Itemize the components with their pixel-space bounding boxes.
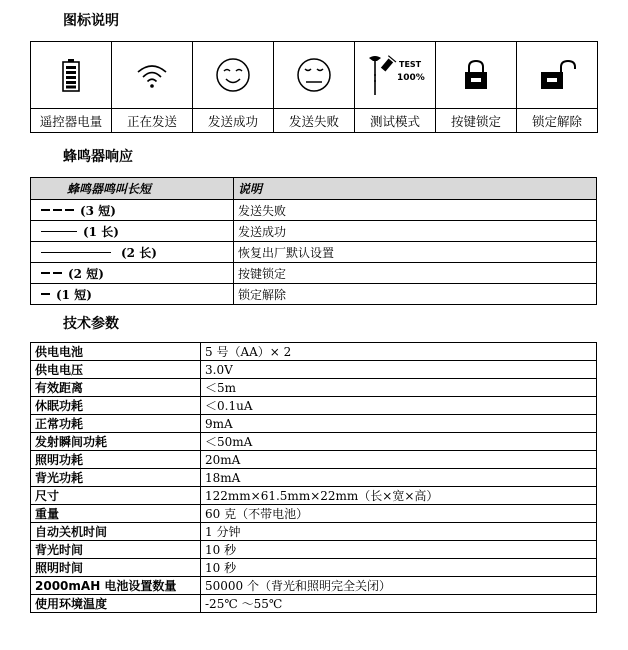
icon-cell-sending: [112, 42, 193, 132]
spec-name: 自动关机时间: [31, 523, 201, 541]
spec-name: 供电电池: [31, 343, 201, 361]
spec-name: 正常功耗: [31, 415, 201, 433]
beep-pattern-2-short: [35, 265, 229, 282]
pattern-description: 按键锁定: [234, 263, 597, 284]
battery-icon: [61, 58, 81, 92]
specs-table: [30, 342, 597, 613]
pattern-description: 恢复出厂默认设置: [234, 242, 597, 263]
table-row: [31, 200, 597, 221]
beep-pattern-2-long: [35, 244, 229, 261]
icon-label: 发送成功: [193, 108, 273, 132]
icon-cell-fail: [274, 42, 355, 132]
spec-name: 照明功耗: [31, 451, 201, 469]
spec-value: 20mA: [201, 451, 597, 469]
table-row: [31, 559, 597, 577]
table-row: [31, 415, 597, 433]
pattern-label: (3 短): [80, 203, 116, 218]
column-header: 说明: [234, 178, 597, 200]
pattern-label: (1 短): [56, 287, 92, 302]
table-row: [31, 242, 597, 263]
icon-label: 锁定解除: [517, 108, 597, 132]
spec-name: 2000mAH 电池设置数量: [31, 577, 201, 595]
table-row: [31, 595, 597, 613]
spec-value: ＜5m: [201, 379, 597, 397]
table-row: [31, 361, 597, 379]
table-row: [31, 577, 597, 595]
table-row: [31, 379, 597, 397]
icon-legend-table: [30, 41, 598, 133]
spec-value: 9mA: [201, 415, 597, 433]
lock-closed-icon: [461, 59, 491, 91]
pattern-label: (2 短): [68, 266, 104, 281]
table-row: [31, 451, 597, 469]
table-row: [31, 284, 597, 305]
spec-value: 3.0V: [201, 361, 597, 379]
table-row: [31, 541, 597, 559]
spec-name: 背光功耗: [31, 469, 201, 487]
spec-name: 背光时间: [31, 541, 201, 559]
table-row: [31, 397, 597, 415]
pattern-description: 锁定解除: [234, 284, 597, 305]
pattern-description: 发送成功: [234, 221, 597, 242]
column-header: 蜂鸣器鸣叫长短: [31, 178, 234, 200]
spec-value: 1 分钟: [201, 523, 597, 541]
table-row: [31, 263, 597, 284]
spec-value: 5 号（AA）× 2: [201, 343, 597, 361]
test-value: 100%: [397, 73, 425, 83]
icons-heading: 图标说明: [63, 13, 119, 29]
icon-cell-test: [355, 42, 436, 132]
icon-label: 测试模式: [355, 108, 435, 132]
icon-label: 按键锁定: [436, 108, 516, 132]
spec-name: 使用环境温度: [31, 595, 201, 613]
table-row: [31, 469, 597, 487]
beep-pattern-3-short: [35, 202, 229, 219]
icon-label: 遥控器电量: [31, 108, 111, 132]
beep-pattern-1-short: [35, 286, 229, 303]
pattern-label: (2 长): [121, 245, 157, 260]
icon-cell-unlock: [517, 42, 597, 132]
table-header-row: [31, 178, 597, 200]
spec-value: ＜50mA: [201, 433, 597, 451]
spec-name: 供电电压: [31, 361, 201, 379]
table-row: [31, 221, 597, 242]
buzzer-heading: 蜂鸣器响应: [63, 149, 133, 165]
spec-value: 122mm×61.5mm×22mm（长×宽×高）: [201, 487, 597, 505]
test-mode-icon: [365, 53, 425, 97]
table-row: [31, 523, 597, 541]
buzzer-table: [30, 177, 597, 305]
test-text: TEST: [399, 60, 422, 69]
pattern-label: (1 长): [83, 224, 119, 239]
spec-name: 发射瞬间功耗: [31, 433, 201, 451]
table-row: [31, 487, 597, 505]
spec-value: ＜0.1uA: [201, 397, 597, 415]
pattern-description: 发送失败: [234, 200, 597, 221]
specs-heading: 技术参数: [63, 316, 119, 332]
icon-label: 发送失败: [274, 108, 354, 132]
spec-value: 50000 个（背光和照明完全关闭）: [201, 577, 597, 595]
spec-name: 重量: [31, 505, 201, 523]
table-row: [31, 343, 597, 361]
icon-cell-lock: [436, 42, 517, 132]
spec-name: 尺寸: [31, 487, 201, 505]
spec-name: 有效距离: [31, 379, 201, 397]
table-row: [31, 433, 597, 451]
spec-value: -25℃ ～55℃: [201, 595, 597, 613]
spec-name: 照明时间: [31, 559, 201, 577]
icon-label: 正在发送: [112, 108, 192, 132]
beep-pattern-1-long: [35, 223, 229, 240]
spec-value: 10 秒: [201, 541, 597, 559]
icon-cell-success: [193, 42, 274, 132]
smiley-face-icon: [215, 57, 251, 93]
spec-value: 60 克（不带电池）: [201, 505, 597, 523]
table-row: [31, 505, 597, 523]
icon-cell-battery: [31, 42, 112, 132]
spec-value: 10 秒: [201, 559, 597, 577]
spec-value: 18mA: [201, 469, 597, 487]
sad-face-icon: [296, 57, 332, 93]
wifi-signal-icon: [135, 61, 169, 89]
spec-name: 休眠功耗: [31, 397, 201, 415]
lock-open-icon: [537, 59, 577, 91]
